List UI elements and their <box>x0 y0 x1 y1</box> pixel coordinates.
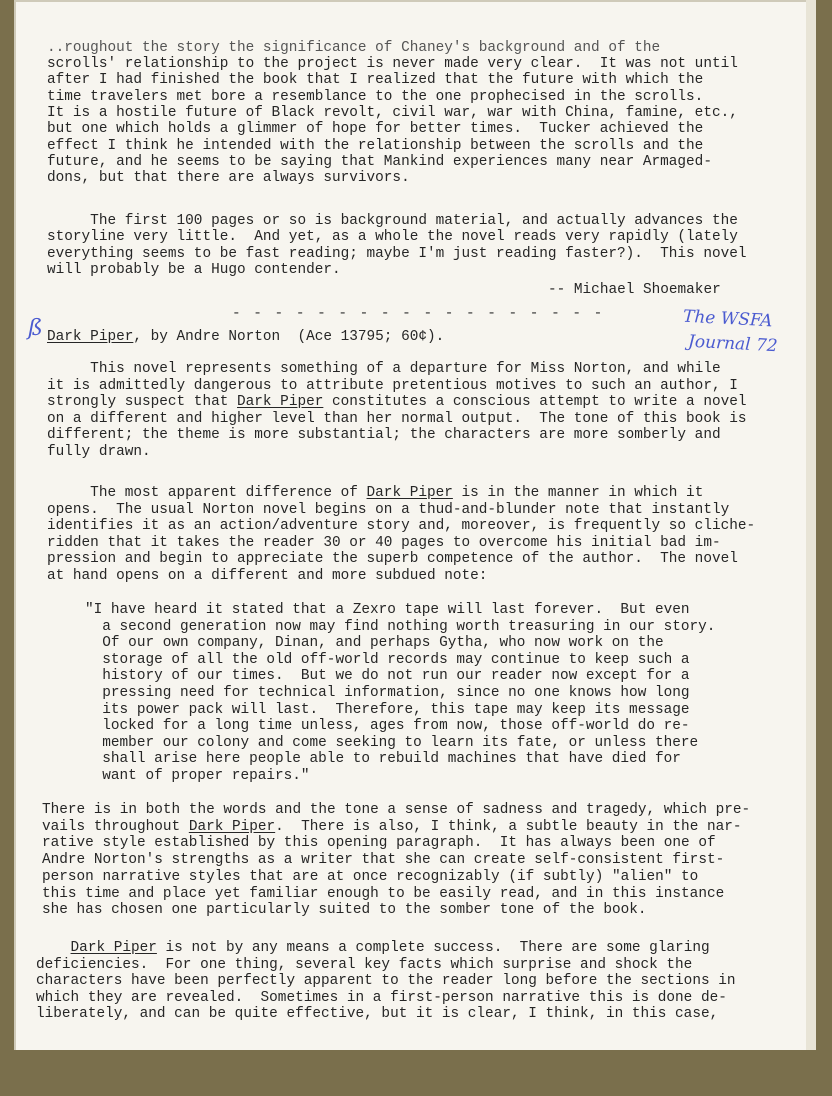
handwritten-note-line2: Journal 72 <box>687 331 779 357</box>
paragraph-line: liberately, and can be quite effective, but it is clear, I think, in this case, <box>36 1006 719 1023</box>
handwritten-note-line1: The WSFA <box>682 306 773 332</box>
paragraph-line: different; the theme is more substantial; the characters are more somberly and <box>47 427 721 444</box>
paragraph-line: fully drawn. <box>47 444 151 460</box>
review-heading <box>47 329 444 345</box>
quote-line: history of our times. But we do not run our reader now except for a <box>85 668 690 685</box>
paper-edge <box>806 0 816 1050</box>
quote-line: storage of all the old off-world records may continue to keep such a <box>85 651 690 668</box>
paragraph-line: she has chosen one particularly suited to the somber tone of the book. <box>42 902 647 919</box>
paragraph-line: this time and place yet familiar enough to be easily read, and in this instance <box>42 885 725 902</box>
paragraph-line: it is admittedly dangerous to attribute pretentious motives to such an author, I <box>47 377 738 394</box>
margin-check-mark: ß <box>28 316 43 341</box>
paragraph-line: dons, but that there are always survivors. <box>47 170 410 187</box>
paragraph-line: but one which holds a glimmer of hope for better times. Tucker achieved the <box>47 121 704 138</box>
quote-line: Of our own company, Dinan, and perhaps Gytha, who now work on the <box>85 635 664 652</box>
cut-off-line: ..roughout the story the significance of Chaney's background and of the <box>47 40 661 56</box>
paragraph-line: storyline very little. And yet, as a whole the novel reads very rapidly (lately <box>47 229 738 246</box>
paragraph-line: There is in both the words and the tone a sense of sadness and tragedy, which pre- <box>42 802 751 818</box>
quote-line: pressing need for technical information, since no one knows how long <box>85 685 690 701</box>
quote-line: member our colony and come seeking to learn its fate, or unless there <box>85 734 699 751</box>
book-title-underlined: Dark Piper <box>188 818 276 835</box>
paragraph-line: scrolls' relationship to the project is never made very clear. It was not until <box>47 56 738 72</box>
paragraph-line: which they are revealed. Sometimes in a first-person narrative this is done de- <box>36 989 727 1006</box>
book-title-underlined: Dark Piper <box>237 394 324 411</box>
quote-line: "I have heard it stated that a Zexro tape will last forever. But even <box>85 602 690 618</box>
paragraph-line: everything seems to be fast reading; maybe I'm just reading faster?). This novel <box>47 245 747 262</box>
paragraph-line: rative style established by this opening paragraph. It has always been one of <box>42 835 716 852</box>
paragraph-line: The most apparent difference of Dark Piper is in the manner in which it <box>47 485 704 501</box>
paragraph-line: deficiencies. For one thing, several key facts which surprise and shock the <box>36 956 693 973</box>
paragraph-line: Andre Norton's strengths as a writer that she can create self-consistent first- <box>42 852 725 869</box>
review-book-details: , by Andre Norton (Ace 13795; 60¢). <box>133 329 445 345</box>
quote-line: its power pack will last. Therefore, this tape may keep its message <box>85 701 690 718</box>
paragraph-line: characters have been perfectly apparent to the reader long before the sections in <box>36 973 736 990</box>
paragraph-line: This novel represents something of a departure for Miss Norton, and while <box>47 361 721 377</box>
quote-line: want of proper repairs." <box>85 768 310 784</box>
paragraph-line: vails throughout Dark Piper. There is also, I think, a subtle beauty in the nar- <box>42 818 742 835</box>
paragraph-line: Dark Piper is not by any means a complete success. There are some glaring <box>70 940 710 956</box>
paragraph-line: strongly suspect that Dark Piper constitutes a conscious attempt to write a novel <box>47 394 747 411</box>
paragraph-line: opens. The usual Norton novel begins on a thud-and-blunder note that instantly <box>47 501 730 518</box>
quote-line: a second generation now may find nothing worth treasuring in our story. <box>85 618 716 635</box>
paragraph-line: future, and he seems to be saying that Mankind experiences many near Armaged- <box>47 153 712 170</box>
quote-line: locked for a long time unless, ages from now, those off-world do re- <box>85 718 690 735</box>
paragraph-line: after I had finished the book that I realized that the future with which the <box>47 72 704 89</box>
review-signature: -- Michael Shoemaker <box>548 282 721 298</box>
paragraph-line: identifies it as an action/adventure story and, moreover, is frequently so cliche- <box>47 518 756 535</box>
paragraph-line: The first 100 pages or so is background material, and actually advances the <box>47 213 738 229</box>
review-book-title: Dark Piper <box>47 329 134 345</box>
paragraph-line: pression and begin to appreciate the superb competence of the author. The novel <box>47 551 738 568</box>
quote-line: shall arise here people able to rebuild machines that have died for <box>85 751 681 768</box>
book-title-underlined: Dark Piper <box>70 940 157 956</box>
book-title-underlined: Dark Piper <box>366 485 453 501</box>
paragraph-line: ridden that it takes the reader 30 or 40 pages to overcome his initial bad im- <box>47 534 721 551</box>
paragraph-line: at hand opens on a different and more subdued note: <box>47 568 488 584</box>
paragraph-line: person narrative styles that are at once recognizably (if subtly) "alien" to <box>42 868 699 885</box>
paragraph-line: on a different and higher level than her normal output. The tone of this book is <box>47 410 747 427</box>
paragraph-line: It is a hostile future of Black revolt, civil war, war with China, famine, etc., <box>47 104 738 121</box>
paragraph-line: time travelers met bore a resemblance to the one prophecised in the scrolls. <box>47 88 704 105</box>
paragraph-line: effect I think he intended with the relationship between the scrolls and the <box>47 137 704 154</box>
section-divider: - - - - - - - - - - - - - - - - - - <box>232 306 605 322</box>
paragraph-line: will probably be a Hugo contender. <box>47 261 341 278</box>
